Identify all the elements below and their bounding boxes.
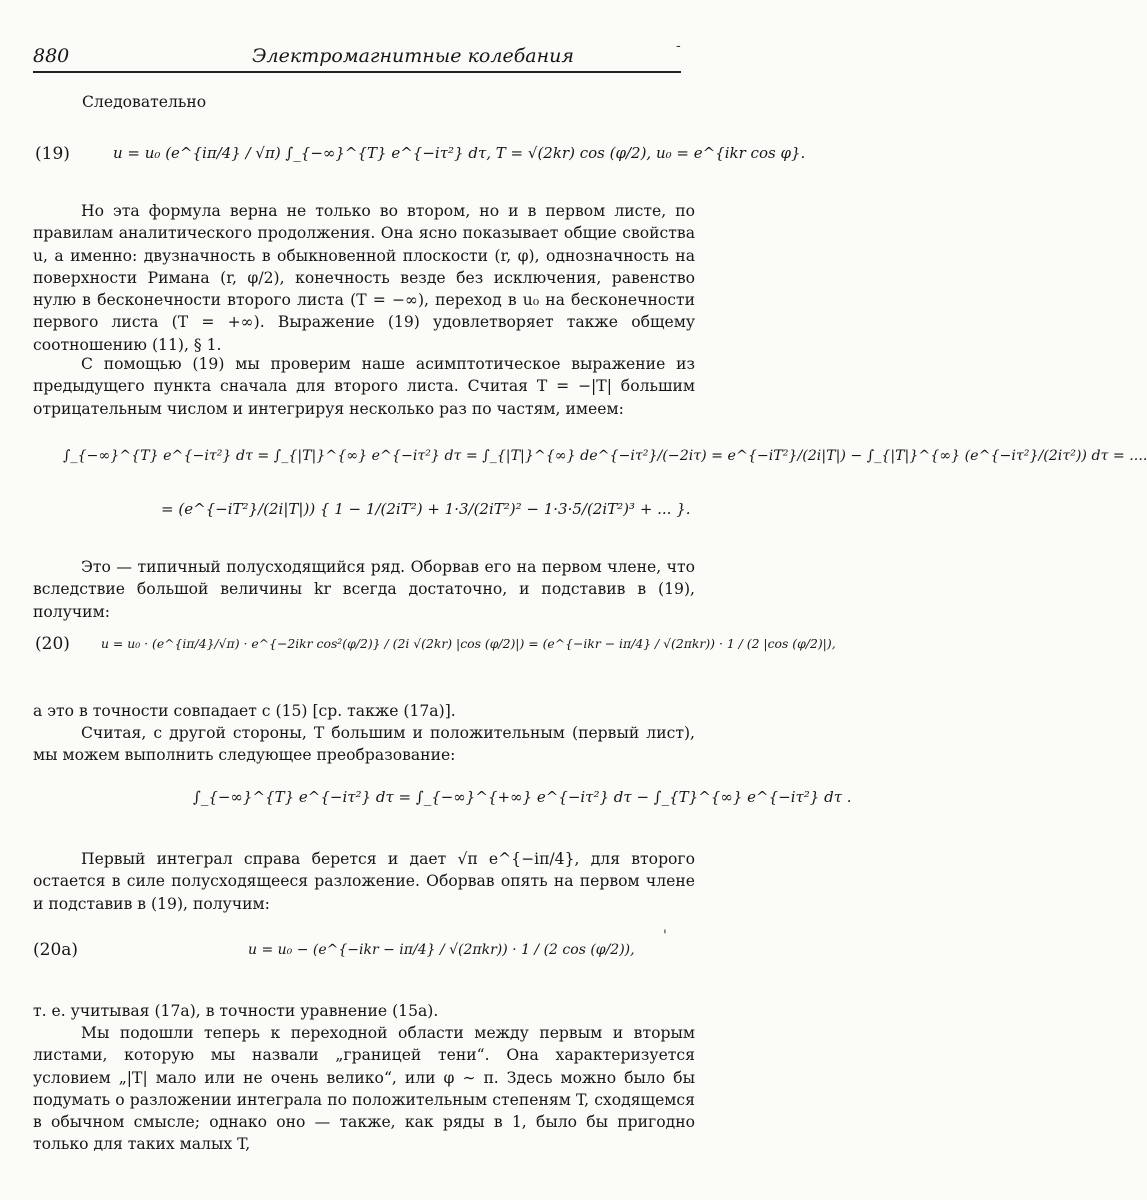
series-expansion — [33, 430, 1147, 540]
margin-mark: ' — [663, 928, 667, 944]
series-line-1: ∫_{−∞}^{T} e^{−iτ²} dτ = ∫_{|T|}^{∞} e^{−iτ²} dτ = ∫_{|T|}^{∞} de^{−iτ²}/(−2iτ) = e^{−iT²}/(2i|T|) − ∫_{|T|}^{∞} (e^{−iτ²}/(2iτ²)) dτ = .... — [63, 448, 1147, 464]
paragraph: Считая, с другой стороны, T большим и положительным (первый лист), мы можем выполнить следующее преобразование: — [33, 724, 695, 765]
paragraph: С помощью (19) мы проверим наше асимптотическое выражение из предыдущего пункта сначала для второго листа. Считая T = −|T| большим отрицательным числом и интегрируя несколько раз по частям, имеем: — [33, 355, 695, 418]
equation-body: u = u₀ · (e^{iπ/4}/√π) · e^{−2ikr cos²(φ/2)} / (2i √(2kr) |cos (φ/2)|) = (e^{−ikr − iπ/4} / √(2πkr)) · 1 / (2 |cos (φ/2)|), — [101, 636, 836, 651]
equation-number: (20a) — [33, 940, 79, 960]
equation-number: (20) — [35, 634, 70, 654]
equation-19 — [33, 120, 806, 180]
paragraph: а это в точности совпадает с (15) [ср. также (17а)]. — [33, 702, 456, 720]
margin-mark: - — [676, 38, 681, 54]
equation-body: u = u₀ (e^{iπ/4} / √π) ∫_{−∞}^{T} e^{−iτ²} dτ, T = √(2kr) cos (φ/2), u₀ = e^{ikr cos φ}. — [113, 144, 806, 162]
equation-20 — [33, 612, 836, 692]
equation-body: u = u₀ − (e^{−ikr − iπ/4} / √(2πkr)) · 1 / (2 cos (φ/2)), — [248, 942, 635, 958]
paragraph: т. е. учитывая (17а), в точности уравнение (15а). — [33, 1002, 439, 1020]
page-number: 880 — [33, 45, 70, 67]
integral-split — [33, 768, 852, 828]
series-line-2: = (e^{−iT²}/(2i|T|)) { 1 − 1/(2iT²) + 1·3/(2iT²)² − 1·3·5/(2iT²)³ + ... }. — [161, 500, 691, 518]
paragraph: Первый интеграл справа берется и дает √π e^{−iπ/4}, для второго остается в силе полусходящееся разложение. Оборвав опять на первом члене и подставив в (19), получим: — [33, 850, 695, 913]
intro-word: Следовательно — [82, 93, 207, 111]
equation-body: ∫_{−∞}^{T} e^{−iτ²} dτ = ∫_{−∞}^{+∞} e^{−iτ²} dτ − ∫_{T}^{∞} e^{−iτ²} dτ . — [193, 788, 852, 806]
running-title: Электромагнитные колебания — [252, 45, 574, 67]
equation-20a — [33, 918, 695, 998]
paragraph: Мы подошли теперь к переходной области между первым и вторым листами, которую мы назвали „границей тени“. Она характеризуется условием „|T| мало или не очень велико“, или φ ∼ π. Здесь можно было бы подумать о разложении интеграла по положительным степеням T, сходящемся в обычном смысле; однако оно — также, как ряды в 1, было бы пригодно только для таких малых T, — [33, 1024, 695, 1154]
equation-number: (19) — [35, 144, 70, 164]
paragraph: Но эта формула верна не только во втором, но и в первом листе, по правилам аналитического продолжения. Она ясно показывает общие свойства u, а именно: двузначность в обыкновенной плоскости (r, φ), однозначность на поверхности Римана (r, φ/2), конечность везде без исключения, равенство нулю в бесконечности второго листа (T = −∞), переход в u₀ на бесконечности первого листа (T = +∞). Выражение (19) удовлетворяет также общему соотношению (11), § 1. — [33, 202, 695, 354]
header-rule — [33, 71, 681, 73]
paragraph: Это — типичный полусходящийся ряд. Оборвав его на первом члене, что вследствие большой величины kr всегда достаточно, и подставив в (19), получим: — [33, 558, 695, 621]
